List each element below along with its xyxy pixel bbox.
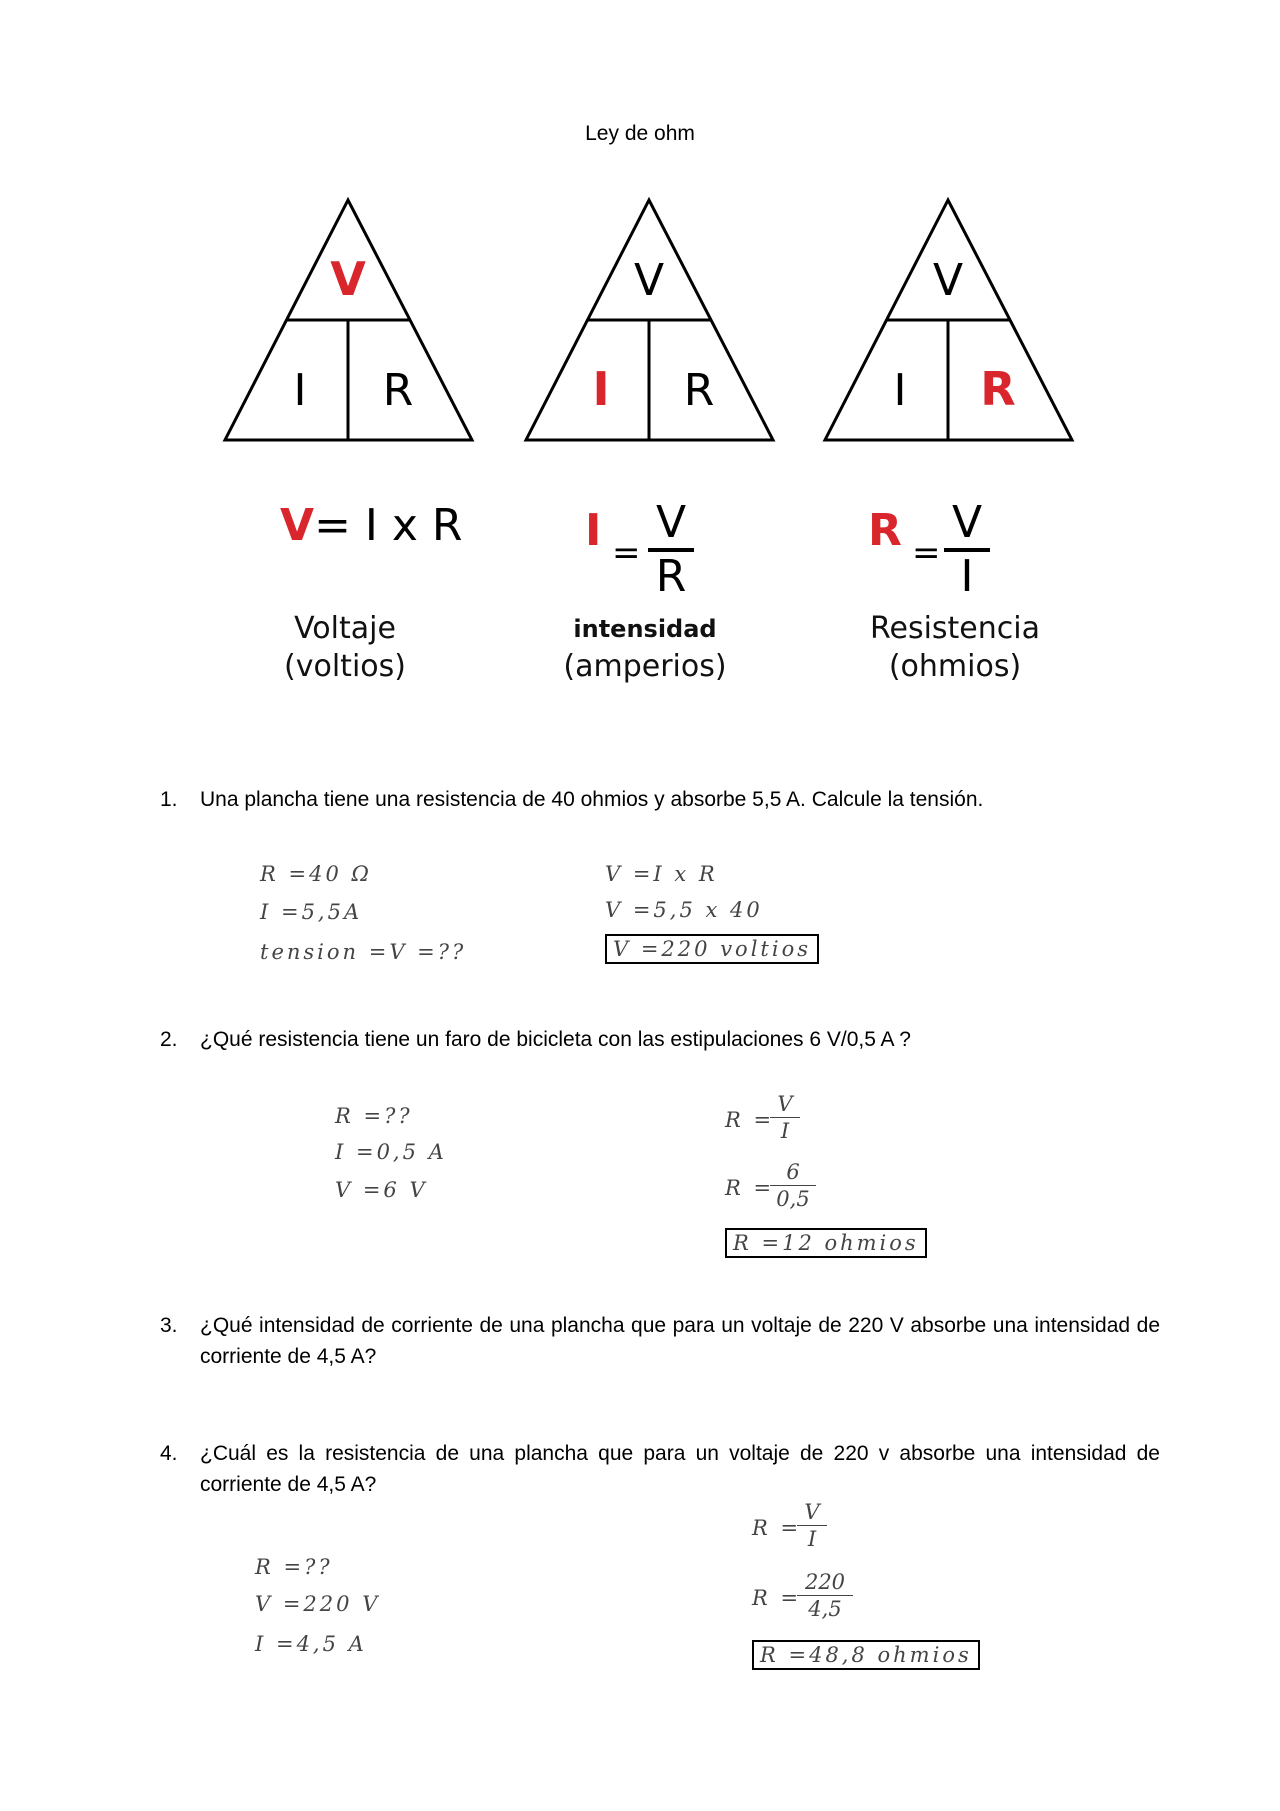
caption-current-name: intensidad: [573, 615, 717, 643]
question-number: 3.: [160, 1314, 178, 1337]
q2-formula-numerator: V: [777, 1092, 793, 1116]
caption-voltage: [245, 610, 445, 686]
q1-given-resistance: R =40 Ω: [260, 862, 372, 886]
triangle-3-left-label: I: [893, 365, 907, 416]
triangle-1-left-label: I: [293, 365, 307, 416]
question-2: [160, 1024, 1160, 1055]
formula-current-symbol: I: [585, 505, 602, 556]
formula-voltage: [280, 500, 462, 551]
q4-formula-denominator: I: [807, 1527, 817, 1551]
q2-substitution-fraction: [770, 1160, 816, 1211]
triangle-2-left-label: I: [592, 362, 610, 416]
q2-given-resistance: R =??: [335, 1104, 413, 1128]
question-text: ¿Qué intensidad de corriente de una plancha que para un voltaje de 220 V absorbe una intensidad de corriente de 4,5 A?: [200, 1314, 1160, 1368]
triangle-3-right-label: R: [980, 362, 1016, 416]
q4-given-voltage: V =220 V: [255, 1592, 381, 1616]
question-text: ¿Qué resistencia tiene un faro de bicicleta con las estipulaciones 6 V/0,5 A ?: [200, 1028, 911, 1051]
q4-given-resistance: R =??: [255, 1555, 333, 1579]
page-title: Ley de ohm: [585, 122, 695, 145]
q4-substitution-lhs: R =: [752, 1586, 802, 1610]
caption-current: [545, 610, 745, 686]
q4-answer: R =48,8 ohmios: [752, 1640, 980, 1670]
question-number: 1.: [160, 788, 178, 811]
caption-resistance-unit: (ohmios): [888, 649, 1022, 684]
q2-answer: R =12 ohmios: [725, 1228, 927, 1258]
triangle-3-top-label: V: [932, 255, 964, 306]
q4-formula-numerator: V: [804, 1500, 820, 1524]
formula-resistance-denominator: I: [960, 551, 974, 602]
q2-formula-lhs: R =: [725, 1108, 775, 1132]
triangle-1-right-label: R: [382, 365, 414, 416]
q4-substitution-fraction: [797, 1570, 853, 1621]
formula-current-fraction: [648, 497, 694, 602]
question-number: 4.: [160, 1442, 178, 1465]
fraction-bar: [797, 1525, 827, 1526]
triangle-resistance: [825, 200, 1072, 440]
caption-resistance: [840, 610, 1070, 686]
formula-current-denominator: R: [655, 551, 687, 602]
caption-voltage-name: Voltaje: [294, 611, 396, 646]
triangle-voltage: [225, 200, 472, 440]
q1-answer: V =220 voltios: [605, 934, 819, 964]
q1-formula: V =I x R: [605, 862, 718, 886]
formula-voltage-symbol: V: [280, 500, 315, 551]
formula-resistance-numerator: V: [951, 497, 983, 548]
caption-current-unit: (amperios): [563, 649, 727, 684]
triangle-2-top-label: V: [633, 255, 665, 306]
q2-substitution-lhs: R =: [725, 1176, 775, 1200]
q2-formula-fraction: [770, 1092, 800, 1143]
formula-voltage-expression: = I x R: [314, 500, 463, 551]
q4-given-current: I =4,5 A: [255, 1632, 367, 1656]
question-number: 2.: [160, 1028, 178, 1051]
triangle-2-right-label: R: [683, 365, 715, 416]
fraction-bar: [797, 1595, 853, 1596]
q2-given-current: I =0,5 A: [335, 1140, 447, 1164]
triangle-current: [526, 200, 773, 440]
q1-given-current: I =5,5A: [260, 900, 363, 924]
q2-given-voltage: V =6 V: [335, 1178, 428, 1202]
formula-resistance-fraction: [944, 497, 990, 602]
q4-substitution-denominator: 4,5: [808, 1597, 842, 1621]
q2-formula-denominator: I: [780, 1119, 790, 1143]
q2-substitution-numerator: 6: [786, 1160, 800, 1184]
triangle-1-top-label: V: [330, 252, 366, 306]
formula-current-numerator: V: [655, 497, 687, 548]
fraction-bar: [770, 1185, 816, 1186]
caption-resistance-name: Resistencia: [870, 611, 1040, 646]
question-1: [160, 784, 1160, 815]
formula-current-equals: =: [612, 533, 641, 573]
q4-substitution-numerator: 220: [804, 1570, 846, 1594]
formula-resistance-equals: =: [912, 533, 941, 573]
q4-formula-lhs: R =: [752, 1516, 802, 1540]
caption-voltage-unit: (voltios): [284, 649, 406, 684]
q4-formula-fraction: [797, 1500, 827, 1551]
ohm-triangles-diagram: [220, 195, 1100, 450]
q1-given-voltage: tension =V =??: [260, 940, 467, 964]
question-text: Una plancha tiene una resistencia de 40 ohmios y absorbe 5,5 A. Calcule la tensión.: [200, 788, 984, 811]
fraction-bar: [770, 1117, 800, 1118]
q1-substitution: V =5,5 x 40: [605, 898, 763, 922]
question-text: ¿Cuál es la resistencia de una plancha que para un voltaje de 220 v absorbe una intensidad de corriente de 4,5 A?: [200, 1442, 1160, 1496]
q2-substitution-denominator: 0,5: [776, 1187, 810, 1211]
formula-resistance-symbol: R: [868, 505, 902, 556]
question-4: [160, 1438, 1160, 1500]
question-3: [160, 1310, 1160, 1372]
